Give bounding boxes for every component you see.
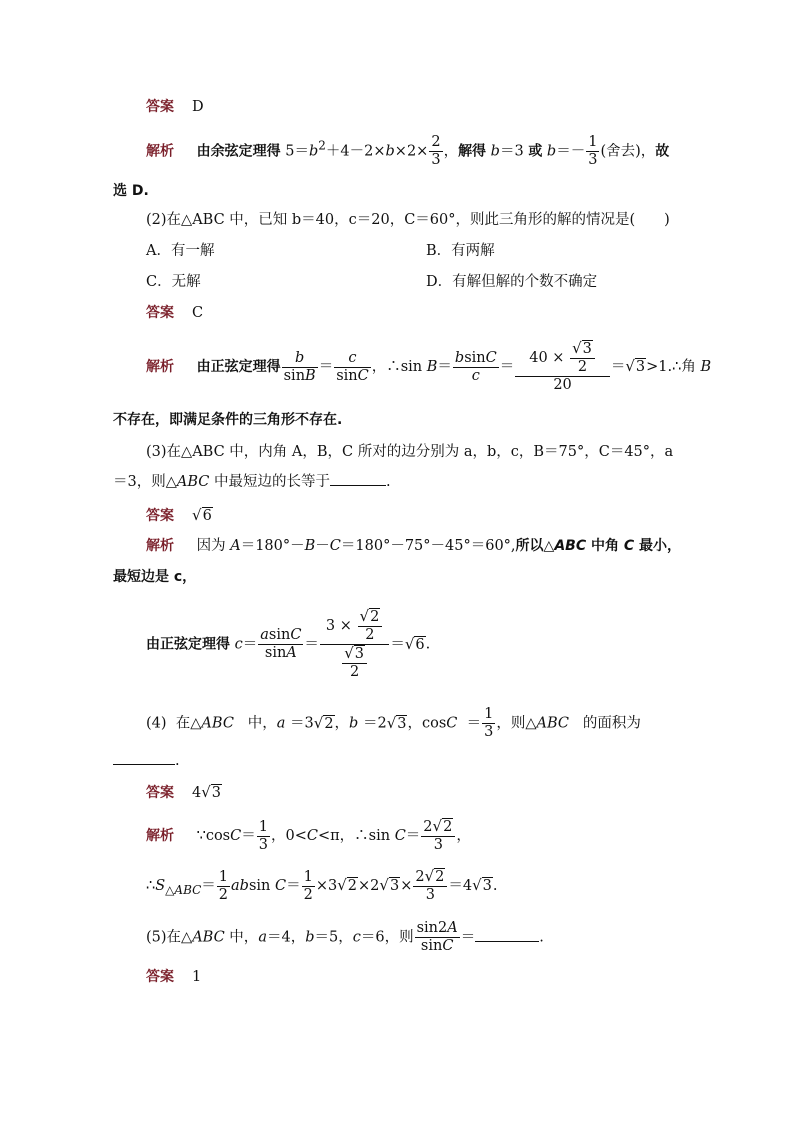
q3-stem-2: ＝3，则△ABC 中最短边的长等于 . <box>113 474 391 490</box>
answer-label: 答案 <box>146 305 174 321</box>
q1-analysis-cont: 选 D. <box>113 183 149 199</box>
q4-analysis-2: $\therefore S_{\triangle ABC}=$ $\frac{1}{2}$ absin C＝ $\frac{1}{2}$ ×3√2×2√3× $\frac{2√2}{3}$ ＝4√3. <box>146 867 498 903</box>
q3-answer: 答案 √6 <box>146 506 212 524</box>
analysis-label: 解析 <box>146 359 174 375</box>
q4-stem-cont: . <box>113 751 180 771</box>
q2-answer <box>146 303 203 323</box>
q2-option-a: A．有一解 <box>146 243 215 259</box>
analysis-label: 解析 <box>146 143 174 160</box>
q5-answer <box>146 967 201 987</box>
q2-option-d: D．有解但解的个数不确定 <box>426 274 598 290</box>
q3-analysis-3: 由正弦定理得 c＝ $\frac{asinC}{\sin A}$ ＝ 3 × $\frac{√2}{2}$ $\frac{√3}{2}$ ＝√6. <box>146 607 431 680</box>
analysis-label: 解析 <box>146 828 174 844</box>
answer-label: 答案 <box>146 969 174 985</box>
answer-label: 答案 <box>146 99 174 115</box>
answer-label: 答案 <box>146 508 174 524</box>
q4-answer: 答案 4√3 <box>146 783 222 801</box>
answer-value: 1 <box>192 969 202 985</box>
q3-analysis-1: 解析 因为 A＝180°－B－C＝180°－75°－45°＝60°,所以△ABC 中角 C 最小， <box>146 538 682 554</box>
q2-stem: (2)在△ABC 中，已知 b＝40，c＝20，C＝60°，则此三角形的解的情况是( ) <box>146 212 670 228</box>
q4-stem: (4) 在△ABC 中，a ＝3√2，b ＝2√3，cosC ＝ $\frac{1}{3}$ ，则△ABC 的面积为 <box>146 706 641 740</box>
q1-analysis: 解析 由余弦定理得 $5=b^2+4-2\times b\times 2\times$ $\frac{2}{3}$ ，解得 b＝3 或 b＝－ $\frac{1}{3}$ (舍去)，故 <box>146 134 670 168</box>
q2-option-b: B．有两解 <box>426 243 495 259</box>
q1-answer <box>146 97 204 117</box>
answer-value: D <box>192 99 204 115</box>
answer-label: 答案 <box>146 785 174 801</box>
q3-blank[interactable] <box>330 485 386 486</box>
q3-stem-1: (3)在△ABC 中，内角 A，B，C 所对的边分别为 a，b，c，B＝75°，C＝45°，a <box>146 444 674 460</box>
q2-conclusion: 不存在，即满足条件的三角形不存在. <box>113 412 343 428</box>
q4-blank[interactable] <box>113 764 175 765</box>
q2-analysis: 解析 由正弦定理得 $\frac{b}{\sin B}$ ＝ $\frac{c}{\sin C}$ ，∴sin B＝ $\frac{bsinC}{c}$ ＝ 40 × $\frac{√3}{2}$ 20 ＝√3>1.∴角 B <box>146 339 712 393</box>
q4-analysis-1: 解析 ∵cosC＝ $\frac{1}{3}$ ，0<C<π，∴sin C＝ $\frac{2√2}{3}$ ， <box>146 817 471 853</box>
analysis-label: 解析 <box>146 538 174 554</box>
answer-value: C <box>192 305 204 321</box>
q5-blank[interactable] <box>475 941 539 942</box>
q3-analysis-2: 最短边是 c， <box>113 569 197 585</box>
q5-stem: (5)在△ABC 中，a＝4，b＝5，c＝6，则 $\frac{\sin 2A}{\sin C}$ ＝ . <box>146 920 544 954</box>
q2-option-c: C．无解 <box>146 274 201 290</box>
